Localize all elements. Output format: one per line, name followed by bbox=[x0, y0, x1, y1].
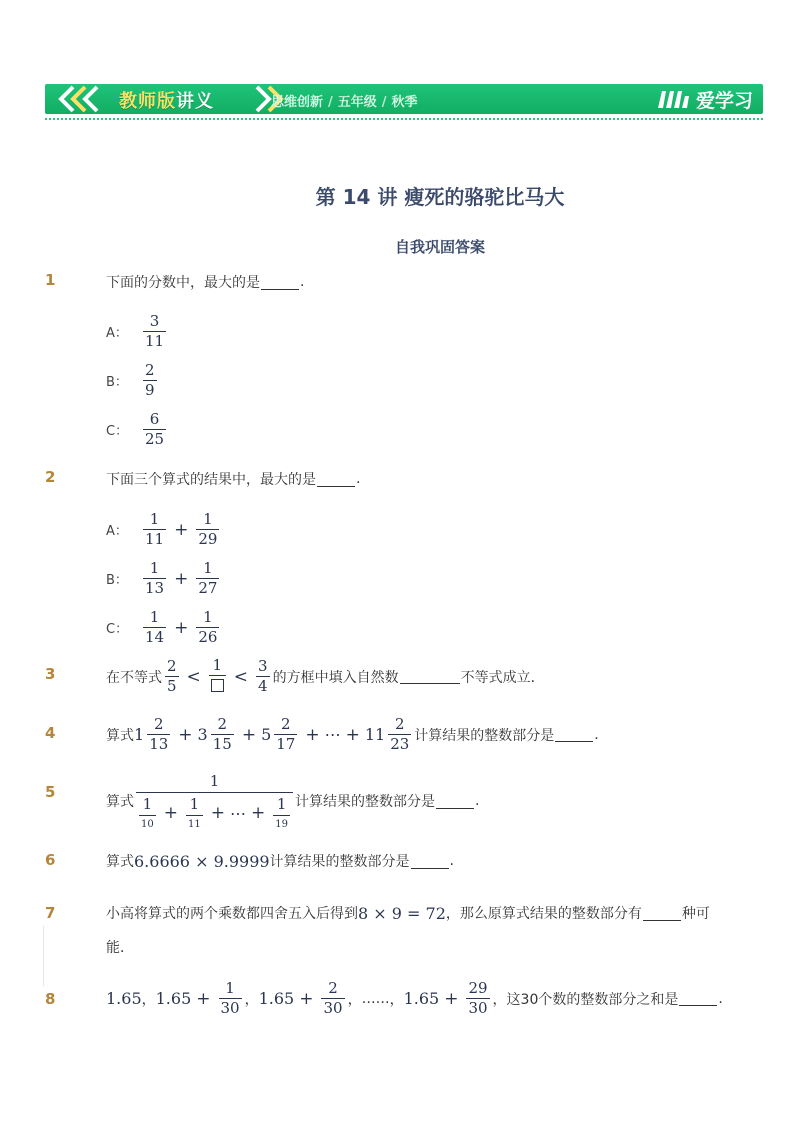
answer-blank bbox=[400, 669, 460, 684]
expression: 6.6666 × 9.9999 bbox=[134, 851, 270, 871]
number: 1.65 bbox=[403, 989, 440, 1009]
numerator: 1 bbox=[209, 772, 220, 790]
answer-blank bbox=[643, 906, 681, 921]
numerator: 1 bbox=[189, 795, 200, 813]
plus-sign: + bbox=[444, 988, 459, 1009]
denominator: 15 bbox=[212, 735, 232, 754]
fraction bbox=[147, 716, 170, 754]
breadcrumb-grade: 五年级 bbox=[337, 95, 377, 110]
numerator: 1 bbox=[225, 979, 235, 997]
question-text: 能． bbox=[106, 940, 134, 956]
margin-rule bbox=[43, 926, 44, 986]
breadcrumb-term: 秋季 bbox=[391, 95, 418, 110]
question-6 bbox=[106, 851, 454, 871]
fraction bbox=[273, 796, 290, 831]
question-end: . bbox=[356, 471, 361, 487]
fraction bbox=[209, 657, 226, 697]
plus-sign: + bbox=[196, 988, 211, 1009]
plus-sign: + bbox=[174, 519, 189, 540]
comma: ， bbox=[389, 991, 404, 1008]
less-than-sign: < bbox=[186, 666, 201, 687]
ellipsis: ⋯ bbox=[324, 725, 341, 745]
plus-sign: + bbox=[174, 617, 189, 638]
question-number: 6 bbox=[45, 851, 56, 869]
fraction bbox=[388, 716, 411, 754]
question-text: 算式 bbox=[106, 854, 134, 870]
numerator: 1 bbox=[203, 608, 213, 626]
question-number: 3 bbox=[45, 665, 56, 683]
question-number: 1 bbox=[45, 271, 56, 289]
plus-sign: + bbox=[178, 724, 193, 745]
whole-number: 5 bbox=[261, 725, 272, 745]
denominator: 17 bbox=[276, 735, 296, 754]
numerator: 29 bbox=[468, 979, 488, 997]
question-text: 种可 bbox=[681, 906, 710, 922]
denominator: 13 bbox=[149, 735, 169, 754]
option-label: C： bbox=[106, 622, 129, 638]
question-text: 在不等式 bbox=[106, 669, 162, 686]
numerator: 2 bbox=[145, 361, 155, 379]
fraction bbox=[256, 658, 270, 696]
denominator: 30 bbox=[323, 999, 343, 1018]
fraction bbox=[321, 980, 344, 1018]
question-text: 计算结果的整数部分是 bbox=[414, 727, 555, 744]
option-a bbox=[106, 511, 222, 549]
numerator: 1 bbox=[203, 510, 213, 528]
option-label: B： bbox=[106, 375, 128, 391]
question-number: 7 bbox=[45, 904, 56, 922]
fraction bbox=[211, 716, 234, 754]
whole-number: 11 bbox=[364, 725, 386, 745]
answer-blank bbox=[317, 472, 355, 487]
brand-logo bbox=[656, 86, 753, 112]
numerator: 2 bbox=[281, 715, 291, 733]
question-text: 算式 bbox=[106, 794, 134, 811]
question-text: 小高将算式的两个乘数都四舍五入后得到 bbox=[106, 906, 358, 922]
plus-sign: + bbox=[163, 803, 178, 824]
denominator: 4 bbox=[258, 677, 268, 696]
numerator: 3 bbox=[149, 312, 160, 330]
plus-sign: + bbox=[174, 568, 189, 589]
fraction bbox=[466, 980, 489, 1018]
option-b bbox=[106, 362, 160, 400]
numerator: 3 bbox=[258, 657, 268, 675]
brand-name: 爱学习 bbox=[695, 89, 753, 112]
denominator: 27 bbox=[198, 579, 218, 598]
question-text: 计算结果的整数部分是 bbox=[269, 854, 410, 870]
plus-sign: + bbox=[345, 724, 360, 745]
fraction bbox=[143, 362, 157, 400]
question-5 bbox=[106, 772, 479, 831]
denominator: 9 bbox=[145, 381, 155, 400]
question-8 bbox=[106, 980, 723, 1018]
question-text: 算式 bbox=[106, 727, 134, 744]
double-chevron-left-icon bbox=[51, 84, 107, 114]
fraction bbox=[219, 980, 242, 1018]
denominator: 14 bbox=[145, 628, 165, 647]
fraction bbox=[143, 609, 166, 647]
question-end: . bbox=[718, 990, 723, 1007]
ellipsis: …… bbox=[361, 990, 390, 1007]
fraction bbox=[143, 511, 166, 549]
question-text: 计算结果的整数部分是 bbox=[294, 794, 435, 811]
header-divider bbox=[45, 118, 763, 120]
denominator: 25 bbox=[145, 430, 165, 449]
option-label: A： bbox=[106, 326, 128, 342]
comma: ， bbox=[347, 991, 362, 1008]
ellipsis: ⋯ bbox=[229, 803, 246, 823]
numerator: 2 bbox=[217, 715, 228, 733]
fraction bbox=[196, 511, 219, 549]
number: 1.65 bbox=[106, 989, 142, 1009]
numerator: 2 bbox=[394, 715, 405, 733]
answer-blank bbox=[555, 727, 593, 742]
answer-blank bbox=[679, 991, 717, 1006]
denominator: 30 bbox=[220, 999, 240, 1018]
denominator: 23 bbox=[390, 735, 410, 754]
question-text: 不等式成立． bbox=[460, 669, 545, 686]
lesson-title: 第 14 讲 瘦死的骆驼比马大 bbox=[315, 185, 565, 209]
expression: 8 × 9 = 72 bbox=[358, 903, 446, 923]
number: 1.65 bbox=[258, 989, 295, 1009]
numerator: 1 bbox=[149, 608, 160, 626]
header-title bbox=[119, 87, 214, 113]
compound-fraction bbox=[136, 772, 293, 831]
question-2-stem bbox=[106, 469, 360, 489]
fraction bbox=[165, 658, 179, 696]
question-text: 的方框中填入自然数 bbox=[272, 669, 399, 686]
books-logo-icon bbox=[656, 88, 690, 110]
header-title-part2: 讲义 bbox=[176, 91, 214, 112]
plus-sign: + bbox=[305, 724, 320, 745]
answer-blank bbox=[436, 794, 474, 809]
denominator: 5 bbox=[167, 677, 177, 696]
header-title-part1: 教师版 bbox=[119, 91, 176, 112]
question-number: 2 bbox=[45, 468, 56, 486]
question-number: 4 bbox=[45, 724, 56, 742]
empty-box-icon bbox=[211, 679, 224, 692]
denominator: 11 bbox=[186, 815, 203, 831]
question-end: . bbox=[594, 726, 599, 743]
numerator: 1 bbox=[276, 795, 287, 813]
fraction bbox=[196, 609, 219, 647]
numerator: 6 bbox=[149, 410, 160, 428]
option-c bbox=[106, 609, 222, 647]
fraction bbox=[196, 560, 219, 598]
fraction bbox=[139, 796, 156, 831]
plus-sign: + bbox=[241, 724, 257, 745]
numerator: 2 bbox=[167, 657, 177, 675]
denominator: 13 bbox=[145, 579, 165, 598]
option-c bbox=[106, 411, 169, 449]
section-title: 自我巩固答案 bbox=[394, 238, 485, 256]
denominator: 11 bbox=[145, 332, 165, 351]
question-1-stem bbox=[106, 272, 304, 292]
option-b bbox=[106, 560, 222, 598]
option-a bbox=[106, 313, 169, 351]
number: 1.65 bbox=[155, 989, 192, 1009]
numerator: 1 bbox=[149, 559, 160, 577]
option-label: C： bbox=[106, 424, 129, 440]
answer-blank bbox=[261, 275, 299, 290]
denominator bbox=[209, 675, 226, 696]
option-label: A： bbox=[106, 524, 128, 540]
less-than-sign: < bbox=[233, 666, 249, 687]
fraction bbox=[143, 411, 166, 449]
numerator: 1 bbox=[149, 510, 160, 528]
question-text: 下面三个算式的结果中，最大的是 bbox=[106, 472, 316, 488]
question-text: 下面的分数中，最大的是 bbox=[106, 275, 260, 291]
question-end: . bbox=[474, 793, 480, 810]
numerator: 1 bbox=[212, 656, 223, 674]
numerator: 2 bbox=[328, 979, 338, 997]
question-text: ，那么原算式结果的整数部分有 bbox=[445, 906, 642, 922]
plus-sign: + bbox=[210, 803, 225, 824]
whole-number: 1 bbox=[134, 725, 145, 745]
answer-blank bbox=[411, 854, 449, 869]
denominator: 29 bbox=[198, 530, 218, 549]
question-end: . bbox=[449, 853, 454, 869]
fraction bbox=[274, 716, 297, 754]
fraction bbox=[143, 560, 166, 598]
plus-sign: + bbox=[299, 988, 314, 1009]
question-number: 5 bbox=[45, 783, 56, 801]
numerator: 1 bbox=[203, 559, 213, 577]
plus-sign: + bbox=[250, 803, 266, 824]
numerator: 2 bbox=[153, 715, 164, 733]
question-7-line-1 bbox=[106, 903, 710, 923]
whole-number: 3 bbox=[197, 725, 208, 745]
denominator: 26 bbox=[198, 628, 218, 647]
breadcrumb-separator: / bbox=[381, 95, 387, 110]
breadcrumb bbox=[271, 91, 418, 110]
denominator: 19 bbox=[273, 815, 290, 831]
denominator bbox=[136, 792, 293, 831]
denominator: 30 bbox=[468, 999, 488, 1018]
option-label: B： bbox=[106, 573, 128, 589]
breadcrumb-separator: / bbox=[328, 95, 333, 110]
fraction bbox=[143, 313, 166, 351]
question-3 bbox=[106, 657, 545, 697]
header-bar bbox=[45, 84, 763, 114]
denominator: 11 bbox=[145, 530, 165, 549]
comma: ， bbox=[244, 991, 259, 1008]
question-7-line-2 bbox=[106, 937, 134, 957]
question-end: . bbox=[300, 274, 305, 290]
breadcrumb-subject: 思维创新 bbox=[271, 95, 324, 110]
fraction bbox=[186, 796, 203, 831]
question-number: 8 bbox=[45, 990, 56, 1008]
question-4 bbox=[106, 716, 599, 754]
question-text: ，这30个数的整数部分之和是 bbox=[492, 991, 679, 1008]
numerator: 1 bbox=[142, 795, 153, 813]
denominator: 10 bbox=[139, 815, 156, 831]
comma: ， bbox=[141, 991, 156, 1008]
